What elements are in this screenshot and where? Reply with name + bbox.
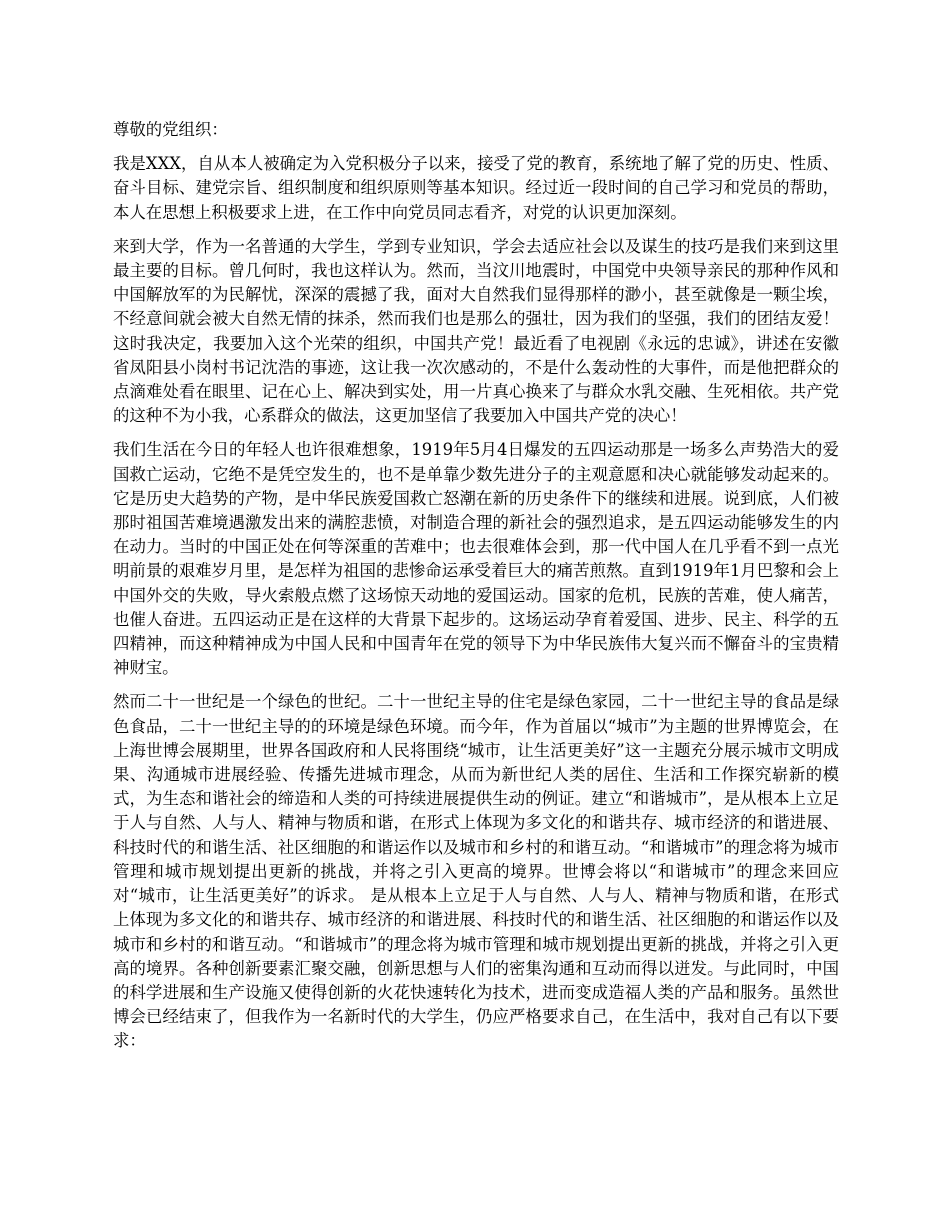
paragraph-university-motivation: 来到大学，作为一名普通的大学生，学到专业知识，学会去适应社会以及谋生的技巧是我们来到这里最主要的目标。曾几何时，我也这样认为。然而，当汶川地震时，中国党中央领导亲民的那种作风和中国解放军的为民解忧，深深的震撼了我，面对大自然我们显得那样的渺小，甚至就像是一颗尘埃，不经意间就会被大自然无情的抹杀，然而我们也是那么的强壮，因为我们的坚强，我们的团结友爱！这时我决定，我要加入这个光荣的组织，中国共产党！最近看了电视剧《永远的忠诚》，讲述在安徽省凤阳县小岗村书记沈浩的事迹，这让我一次次感动的，不是什么轰动性的大事件，而是他把群众的点滴难处看在眼里、记在心上、解决到实处，用一片真心换来了与群众水乳交融、生死相依。共产党的这种不为小我，心系群众的做法，这更加坚信了我要加入中国共产党的决心！ — [113, 236, 839, 426]
paragraph-introduction: 我是XXX，自从本人被确定为入党积极分子以来，接受了党的教育，系统地了解了党的历史、性质、奋斗目标、建党宗旨、组织制度和组织原则等基本知识。经过近一段时间的自己学习和党员的帮助，本人在思想上积极要求上进，在工作中向党员同志看齐，对党的认识更加深刻。 — [113, 154, 839, 222]
letter-body — [113, 118, 839, 1064]
paragraph-green-century-expo: 然而二十一世纪是一个绿色的世纪。二十一世纪主导的住宅是绿色家园，二十一世纪主导的食品是绿色食品，二十一世纪主导的的环境是绿色环境。而今年，作为首届以“城市”为主题的世界博览会，在上海世博会展期里，世界各国政府和人民将围绕“城市，让生活更美好”这一主题充分展示城市文明成果、沟通城市进展经验、传播先进城市理念，从而为新世纪人类的居住、生活和工作探究崭新的模式，为生态和谐社会的缔造和人类的可持续进展提供生动的例证。建立“和谐城市”，是从根本上立足于人与自然、人与人、精神与物质和谐，在形式上体现为多文化的和谐共存、城市经济的和谐进展、科技时代的和谐生活、社区细胞的和谐运作以及城市和乡村的和谐互动。“和谐城市”的理念将为城市管理和城市规划提出更新的挑战，并将之引入更高的境界。世博会将以“和谐城市”的理念来回应对“城市，让生活更美好”的诉求。 是从根本上立足于人与自然、人与人、精神与物质和谐，在形式上体现为多文化的和谐共存、城市经济的和谐进展、科技时代的和谐生活、社区细胞的和谐运作以及城市和乡村的和谐互动。“和谐城市”的理念将为城市管理和城市规划提出更新的挑战，并将之引入更高的境界。各种创新要素汇聚交融，创新思想与人们的密集沟通和互动而得以迸发。与此同时，中国的科学进展和生产设施又使得创新的火花快速转化为技术，进而变成造福人类的产品和服务。虽然世博会已经结束了，但我作为一名新时代的大学生，仍应严格要求自己，在生活中，我对自己有以下要求： — [113, 692, 839, 1051]
salutation: 尊敬的党组织： — [113, 120, 228, 139]
paragraph-may-fourth-movement: 我们生活在今日的年轻人也许很难想象，1919年5月4日爆发的五四运动那是一场多么声势浩大的爱国救亡运动，它绝不是凭空发生的，也不是单靠少数先进分子的主观意愿和决心就能够发动起来的。它是历史大趋势的产物，是中华民族爱国救亡怒潮在新的历史条件下的继续和进展。说到底，人们被那时祖国苦难境遇激发出来的满腔悲愤，对制造合理的新社会的强烈追求，是五四运动能够发生的内在动力。当时的中国正处在何等深重的苦难中；也去很难体会到，那一代中国人在几乎看不到一点光明前景的艰难岁月里，是怎样为祖国的悲惨命运承受着巨大的痛苦煎熬。直到1919年1月巴黎和会上中国外交的失败，导火索般点燃了这场惊天动地的爱国运动。国家的危机，民族的苦难，使人痛苦，也催人奋进。五四运动正是在这样的大背景下起步的。这场运动孕育着爱国、进步、民主、科学的五四精神，而这种精神成为中国人民和中国青年在党的领导下为中华民族伟大复兴而不懈奋斗的宝贵精神财宝。 — [113, 440, 839, 678]
